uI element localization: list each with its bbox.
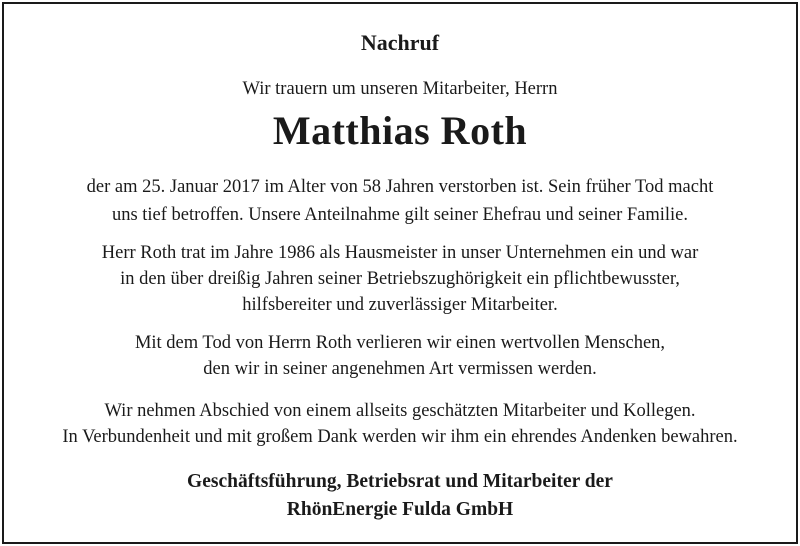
obituary-notice: [2, 2, 798, 544]
notice-heading: Nachruf: [360, 30, 440, 55]
paragraph-line: Wir nehmen Abschied von einem allseits geschätzten Mitarbeiter und Kollegen.: [104, 401, 696, 421]
paragraph-line: Herr Roth trat im Jahre 1986 als Hausmeister in unser Unternehmen ein und war: [101, 243, 699, 263]
paragraph-line: den wir in seiner angenehmen Art vermissen werden.: [203, 359, 597, 379]
signature-line: Geschäftsführung, Betriebsrat und Mitarbeiter der: [187, 471, 613, 492]
paragraph-line: uns tief betroffen. Unsere Anteilnahme gilt seiner Ehefrau und seiner Familie.: [111, 205, 689, 225]
signature-company: RhönEnergie Fulda GmbH: [286, 499, 514, 520]
paragraph-line: In Verbundenheit und mit großem Dank werden wir ihm ein ehrendes Andenken bewahren.: [62, 427, 738, 447]
paragraph-line: Mit dem Tod von Herrn Roth verlieren wir einen wertvollen Menschen,: [134, 333, 666, 353]
paragraph-line: hilfsbereiter und zuverlässiger Mitarbeiter.: [242, 295, 558, 315]
deceased-name: Matthias Roth: [272, 108, 528, 153]
paragraph-line: in den über dreißig Jahren seiner Betriebszughörigkeit ein pflichtbewusster,: [120, 269, 680, 289]
intro-text: Wir trauern um unseren Mitarbeiter, Herrn: [242, 79, 558, 99]
paragraph-line: der am 25. Januar 2017 im Alter von 58 Jahren verstorben ist. Sein früher Tod macht: [86, 177, 714, 197]
